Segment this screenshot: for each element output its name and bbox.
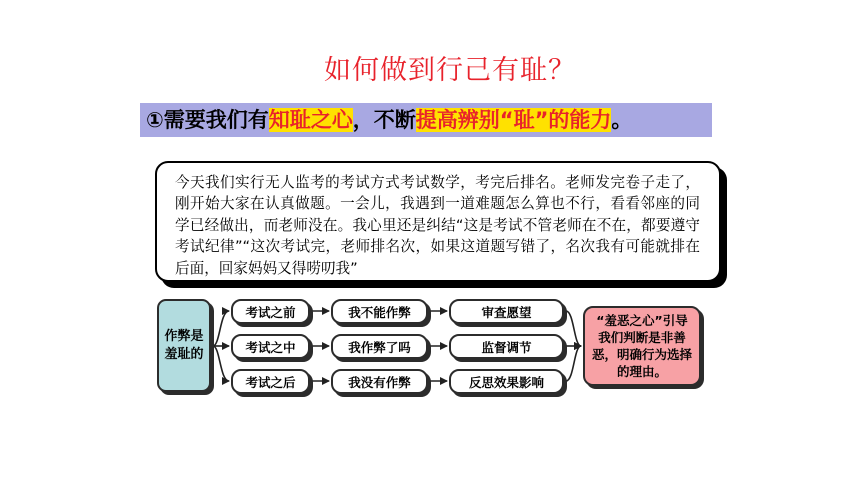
arrow-root-to-stage-3 [213, 346, 229, 381]
subtitle-middle: ，不断 [352, 108, 416, 132]
stage-node-after-exam: 考试之后 [231, 369, 310, 394]
arrow-action-1-to-conclusion [566, 311, 581, 346]
stage-node-during-exam: 考试之中 [231, 334, 310, 359]
highlight-shame-awareness: 知耻之心 [268, 108, 353, 132]
action-node-review-intent: 审查愿望 [449, 299, 564, 324]
stage-node-before-exam: 考试之前 [231, 299, 310, 324]
root-node-cheating-is-shameful: 作弊是羞耻的 [157, 299, 211, 392]
subtitle-suffix: 。 [611, 108, 633, 132]
thought-node-2: 我作弊了吗 [331, 334, 428, 359]
story-text: 今天我们实行无人监考的考试方式考试数学，考完后排名。老师发完卷子走了，刚开始大家在认真做题。一会儿，我遇到一道难题怎么算也不行，看看邻座的同学已经做出，而老师没在。我心里还是纠结“这是考试不管老师在不在，都要遵守考试纪律”“这次考试完，老师排名次，如果这道题写错了，名次我有可能就排在后面，回家妈妈又得唠叨我” [175, 174, 700, 277]
arrow-root-to-stage-1 [213, 311, 229, 346]
slide-title: 如何做到行己有耻？ [324, 55, 576, 86]
conclusion-node: “羞恶之心”引导我们判断是非善恶，明确行为选择的理由。 [583, 306, 701, 386]
arrow-action-3-to-conclusion [566, 346, 581, 381]
thought-node-3: 我没有作弊 [331, 369, 428, 394]
subtitle-text [146, 104, 632, 136]
highlight-discernment: 提高辨别“耻”的能力 [415, 108, 612, 132]
action-node-reflect-effects: 反思效果影响 [449, 369, 564, 394]
subtitle-prefix: ①需要我们有 [146, 108, 269, 132]
action-node-monitor-adjust: 监督调节 [449, 334, 564, 359]
thought-node-1: 我不能作弊 [331, 299, 428, 324]
